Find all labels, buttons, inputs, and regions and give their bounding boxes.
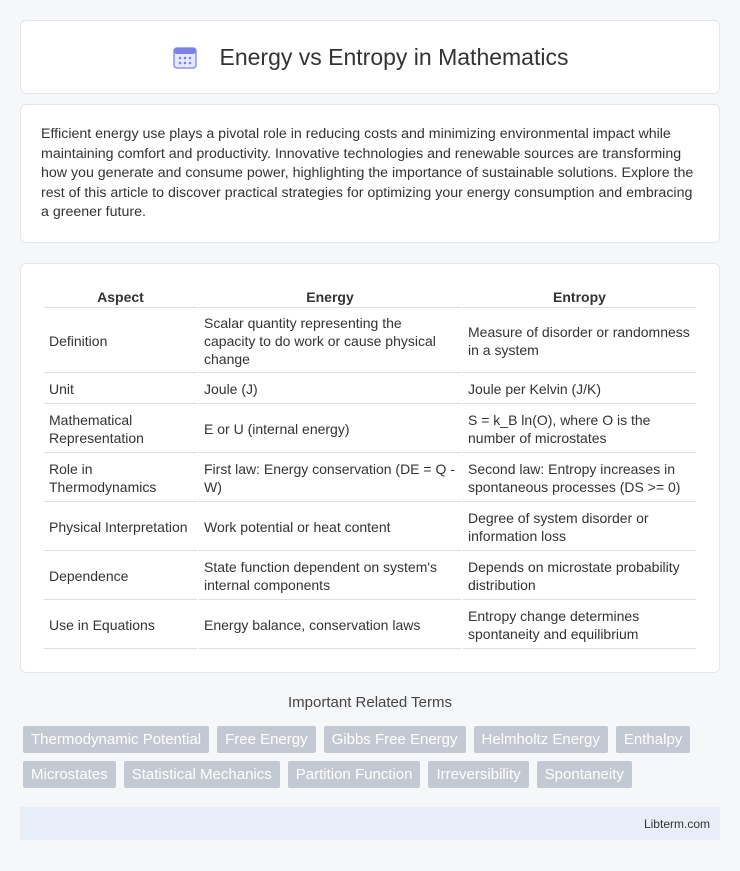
term-tag[interactable]: Partition Function bbox=[288, 761, 421, 788]
column-header: Entropy bbox=[463, 286, 696, 308]
table-cell: Mathematical Representation bbox=[44, 406, 197, 453]
term-tag[interactable]: Spontaneity bbox=[537, 761, 632, 788]
table-row bbox=[44, 406, 696, 453]
table-cell: Use in Equations bbox=[44, 602, 197, 649]
comparison-table bbox=[42, 284, 698, 651]
intro-text: Efficient energy use plays a pivotal role in reducing costs and minimizing environmental impact while maintaining comfort and productivity. Innovative technologies and renewable sources are transforming how you generate and consume power, highlighting the importance of sustainable solutions. Explore the rest of this article to discover practical strategies for optimizing your energy consumption and embracing a greener future. bbox=[41, 126, 694, 221]
related-terms-list bbox=[20, 726, 720, 788]
table-cell: S = k_B ln(O), where O is the number of microstates bbox=[463, 406, 696, 453]
table-cell: Second law: Entropy increases in spontaneous processes (DS >= 0) bbox=[463, 455, 696, 502]
table-cell: Energy balance, conservation laws bbox=[199, 602, 461, 649]
page-title: Energy vs Entropy in Mathematics bbox=[219, 43, 569, 70]
table-cell: Physical Interpretation bbox=[44, 504, 197, 551]
table-cell: Scalar quantity representing the capacity to do work or cause physical change bbox=[199, 310, 461, 373]
table-row bbox=[44, 602, 696, 649]
table-cell: Entropy change determines spontaneity and equilibrium bbox=[463, 602, 696, 649]
term-tag[interactable]: Enthalpy bbox=[616, 726, 690, 753]
table-row bbox=[44, 375, 696, 404]
table-row bbox=[44, 553, 696, 600]
column-header: Aspect bbox=[44, 286, 197, 308]
intro-card bbox=[20, 104, 720, 243]
table-cell: Dependence bbox=[44, 553, 197, 600]
table-cell: Role in Thermodynamics bbox=[44, 455, 197, 502]
term-tag[interactable]: Thermodynamic Potential bbox=[23, 726, 209, 753]
table-row bbox=[44, 455, 696, 502]
table-cell: State function dependent on system's internal components bbox=[199, 553, 461, 600]
table-cell: Joule (J) bbox=[199, 375, 461, 404]
table-cell: Depends on microstate probability distribution bbox=[463, 553, 696, 600]
table-cell: Measure of disorder or randomness in a system bbox=[463, 310, 696, 373]
term-tag[interactable]: Irreversibility bbox=[428, 761, 528, 788]
comparison-table-card bbox=[20, 263, 720, 673]
related-terms-title: Important Related Terms bbox=[288, 694, 452, 711]
header-card bbox=[20, 20, 720, 94]
table-cell: Unit bbox=[44, 375, 197, 404]
term-tag[interactable]: Gibbs Free Energy bbox=[324, 726, 466, 753]
table-cell: E or U (internal energy) bbox=[199, 406, 461, 453]
calendar-icon bbox=[172, 44, 198, 70]
footer bbox=[20, 807, 720, 840]
footer-site-link[interactable]: Libterm.com bbox=[643, 816, 710, 831]
table-cell: Definition bbox=[44, 310, 197, 373]
table-header-row bbox=[44, 286, 696, 308]
column-header: Energy bbox=[199, 286, 461, 308]
table-cell: Work potential or heat content bbox=[199, 504, 461, 551]
table-cell: Joule per Kelvin (J/K) bbox=[463, 375, 696, 404]
term-tag[interactable]: Microstates bbox=[23, 761, 116, 788]
term-tag[interactable]: Free Energy bbox=[217, 726, 316, 753]
table-cell: Degree of system disorder or information loss bbox=[463, 504, 696, 551]
table-row bbox=[44, 310, 696, 373]
table-cell: First law: Energy conservation (DE = Q - W) bbox=[199, 455, 461, 502]
term-tag[interactable]: Statistical Mechanics bbox=[124, 761, 280, 788]
table-row bbox=[44, 504, 696, 551]
term-tag[interactable]: Helmholtz Energy bbox=[474, 726, 608, 753]
